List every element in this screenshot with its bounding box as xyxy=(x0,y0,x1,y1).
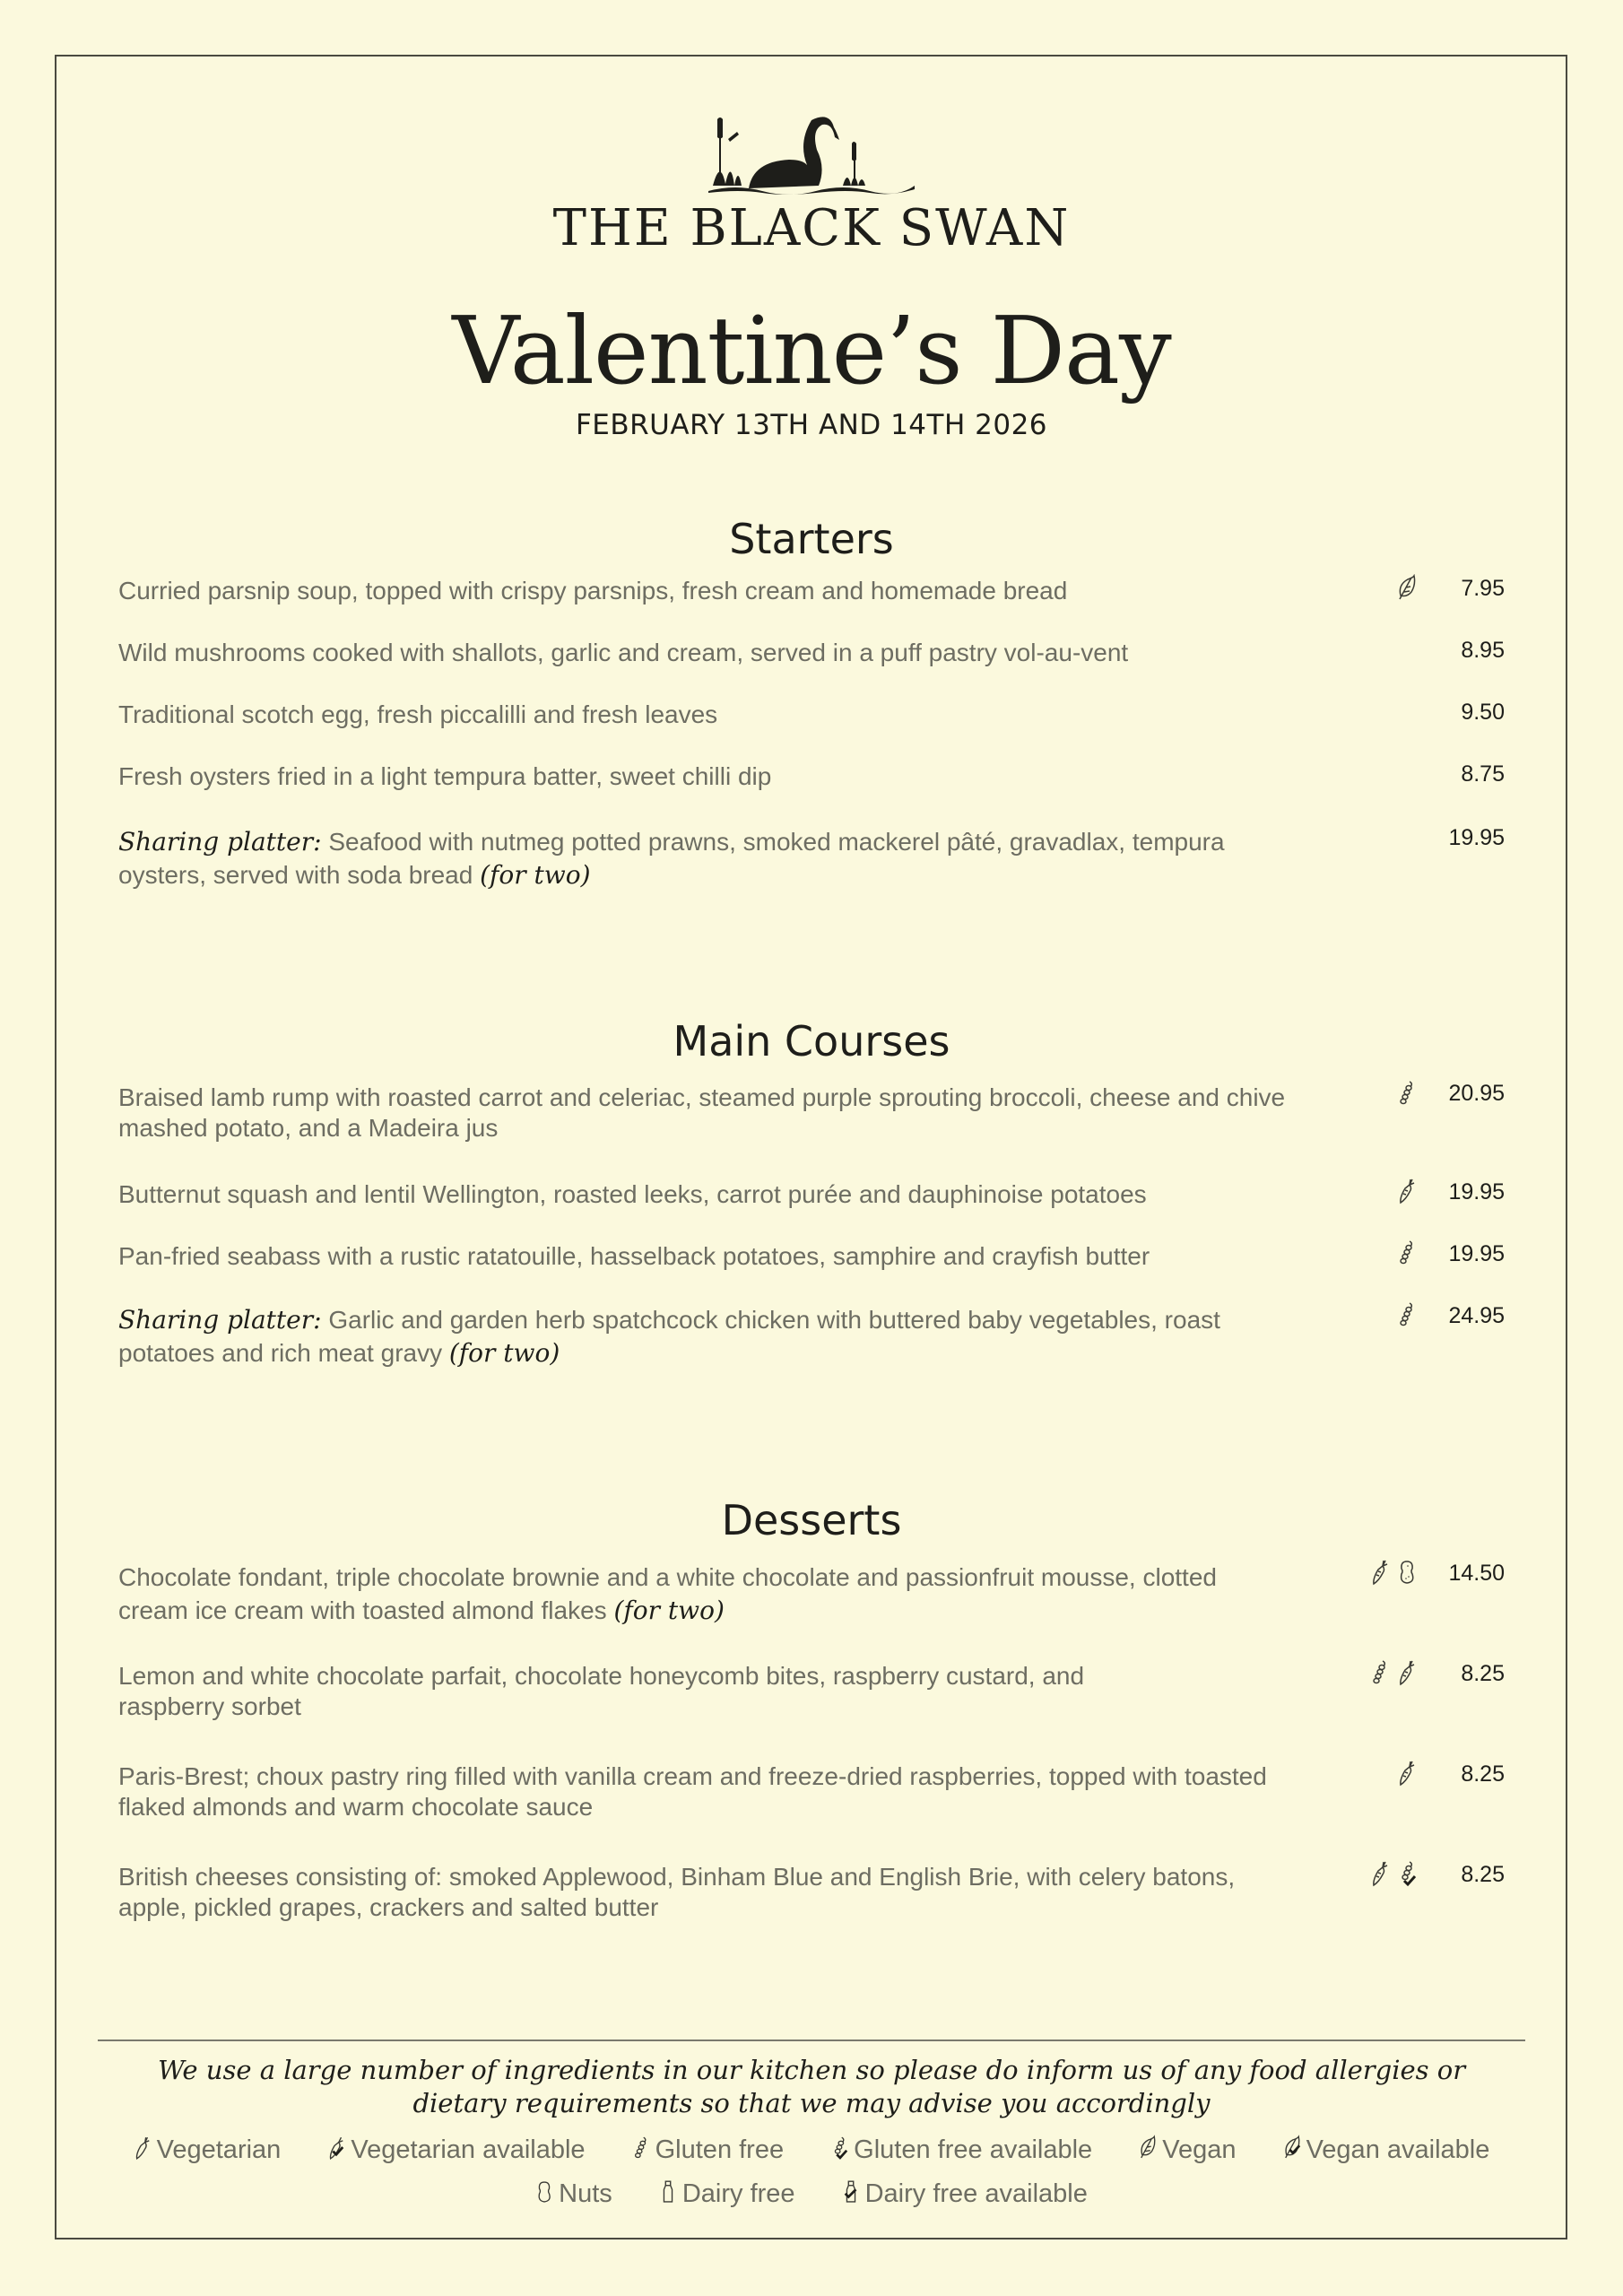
menu-item xyxy=(118,1303,1248,1370)
item-price: 8.25 xyxy=(1461,1862,1505,1887)
legend-gluten-free-available xyxy=(830,2135,1092,2165)
legend-gluten-free xyxy=(632,2135,784,2165)
legend-nuts xyxy=(535,2179,612,2209)
vegetarian-icon xyxy=(134,2135,152,2161)
item-description: Lemon and white chocolate parfait, chocolate honeycomb bites, raspberry custard, and raspberry sorbet xyxy=(118,1662,1085,1720)
item-price: 8.25 xyxy=(1461,1761,1505,1787)
menu-item xyxy=(118,1179,1311,1210)
item-description: Butternut squash and lentil Wellington, roasted leeks, carrot purée and dauphinoise potatoes xyxy=(118,1180,1147,1208)
vegan-icon xyxy=(1139,2135,1157,2161)
legend-label: Dairy free xyxy=(681,2179,795,2208)
legend-label: Vegan available xyxy=(1306,2135,1490,2164)
gluten-free-icon xyxy=(632,2135,650,2161)
menu-item xyxy=(118,700,1311,730)
item-description: Pan-fried seabass with a rustic ratatouille, hasselback potatoes, samphire and crayfish butter xyxy=(118,1242,1150,1270)
vegetarian-icon xyxy=(1370,1859,1390,1888)
legend-label: Vegetarian xyxy=(156,2135,282,2164)
menu-item xyxy=(118,1761,1320,1822)
menu-item xyxy=(118,638,1311,668)
vegetarian-available-icon xyxy=(327,2135,345,2161)
page-title: Valentine’s Day xyxy=(452,296,1171,405)
black-swan-logo-icon xyxy=(708,112,915,202)
menu-item xyxy=(118,1561,1284,1627)
item-description: Braised lamb rump with roasted carrot and celeriac, steamed purple sprouting broccoli, cheese and chive mashed potato, and a Madeira jus xyxy=(118,1083,1286,1142)
item-description: Garlic and garden herb spatchcock chicken with buttered baby vegetables, roast potatoes and rich meat gravy xyxy=(118,1306,1220,1367)
legend-label: Nuts xyxy=(559,2179,612,2208)
item-description: Paris-Brest; choux pastry ring filled with vanilla cream and freeze-dried raspberries, topped with toasted flaked almonds and warm chocolate sauce xyxy=(118,1762,1267,1821)
item-description: Chocolate fondant, triple chocolate brownie and a white chocolate and passionfruit mousse, clotted cream ice cream with toasted almond flakes xyxy=(118,1563,1217,1624)
dairy-free-available-icon xyxy=(842,2179,860,2205)
dairy-free-icon xyxy=(659,2179,677,2205)
menu-item xyxy=(118,825,1239,891)
item-lead: Sharing platter: xyxy=(118,1305,322,1335)
item-description: Traditional scotch egg, fresh piccalilli and fresh leaves xyxy=(118,700,718,728)
gluten-free-icon xyxy=(1370,1658,1390,1687)
item-description: British cheeses consisting of: smoked Applewood, Binham Blue and English Brie, with celery batons, apple, pickled grapes, crackers and salted butter xyxy=(118,1863,1236,1921)
dietary-legend-row-1 xyxy=(0,2135,1623,2165)
item-price: 8.25 xyxy=(1461,1661,1505,1686)
legend-dairy-free-available xyxy=(842,2179,1088,2209)
event-dates: FEBRUARY 13TH AND 14TH 2026 xyxy=(575,409,1048,441)
item-price: 19.95 xyxy=(1448,825,1505,850)
menu-item xyxy=(118,1241,1311,1272)
legend-dairy-free xyxy=(659,2179,795,2209)
item-price: 8.95 xyxy=(1461,638,1505,663)
menu-item xyxy=(118,1862,1284,1923)
item-tail: (for two) xyxy=(448,1338,560,1368)
nuts-icon xyxy=(535,2179,553,2205)
legend-vegetarian-available xyxy=(327,2135,585,2165)
section-title-main-courses: Main Courses xyxy=(673,1017,950,1065)
gluten-free-available-icon xyxy=(830,2135,848,2161)
legend-label: Gluten free available xyxy=(854,2135,1093,2164)
item-price: 7.95 xyxy=(1461,576,1505,601)
item-description: Fresh oysters fried in a light tempura batter, sweet chilli dip xyxy=(118,762,772,790)
item-price: 14.50 xyxy=(1448,1561,1505,1586)
section-title-desserts: Desserts xyxy=(721,1496,902,1544)
allergy-notice: We use a large number of ingredients in our kitchen so please do inform us of any food allergies or dietary requirements so that we may advise you accordingly xyxy=(157,2055,1466,2118)
item-tail: (for two) xyxy=(480,860,591,890)
item-price: 19.95 xyxy=(1448,1241,1505,1266)
item-description: Curried parsnip soup, topped with crispy parsnips, fresh cream and homemade bread xyxy=(118,577,1068,604)
footer-divider xyxy=(98,2039,1525,2041)
item-price: 20.95 xyxy=(1448,1081,1505,1106)
legend-label: Vegan xyxy=(1162,2135,1237,2164)
menu-item xyxy=(118,761,1311,792)
brand-name: THE BLACK SWAN xyxy=(552,199,1071,257)
item-description: Seafood with nutmeg potted prawns, smoked mackerel pâté, gravadlax, tempura oysters, served with soda bread xyxy=(118,828,1225,889)
dietary-legend-row-2 xyxy=(0,2179,1623,2209)
section-title-starters: Starters xyxy=(729,515,894,563)
legend-vegan xyxy=(1139,2135,1236,2165)
item-tail: (for two) xyxy=(613,1596,725,1625)
legend-vegetarian xyxy=(134,2135,282,2165)
legend-label: Dairy free available xyxy=(864,2179,1088,2208)
item-description: Wild mushrooms cooked with shallots, garlic and cream, served in a puff pastry vol-au-vent xyxy=(118,639,1129,666)
menu-item xyxy=(118,576,1311,606)
vegetarian-icon xyxy=(1370,1558,1390,1587)
vegan-available-icon xyxy=(1283,2135,1301,2161)
legend-label: Gluten free xyxy=(655,2135,785,2164)
menu-item xyxy=(118,1083,1320,1144)
item-price: 8.75 xyxy=(1461,761,1505,787)
item-price: 9.50 xyxy=(1461,700,1505,725)
item-price: 24.95 xyxy=(1448,1303,1505,1328)
legend-vegan-available xyxy=(1283,2135,1490,2165)
menu-item xyxy=(118,1661,1150,1722)
item-price: 19.95 xyxy=(1448,1179,1505,1205)
item-lead: Sharing platter: xyxy=(118,827,322,857)
legend-label: Vegetarian available xyxy=(351,2135,586,2164)
